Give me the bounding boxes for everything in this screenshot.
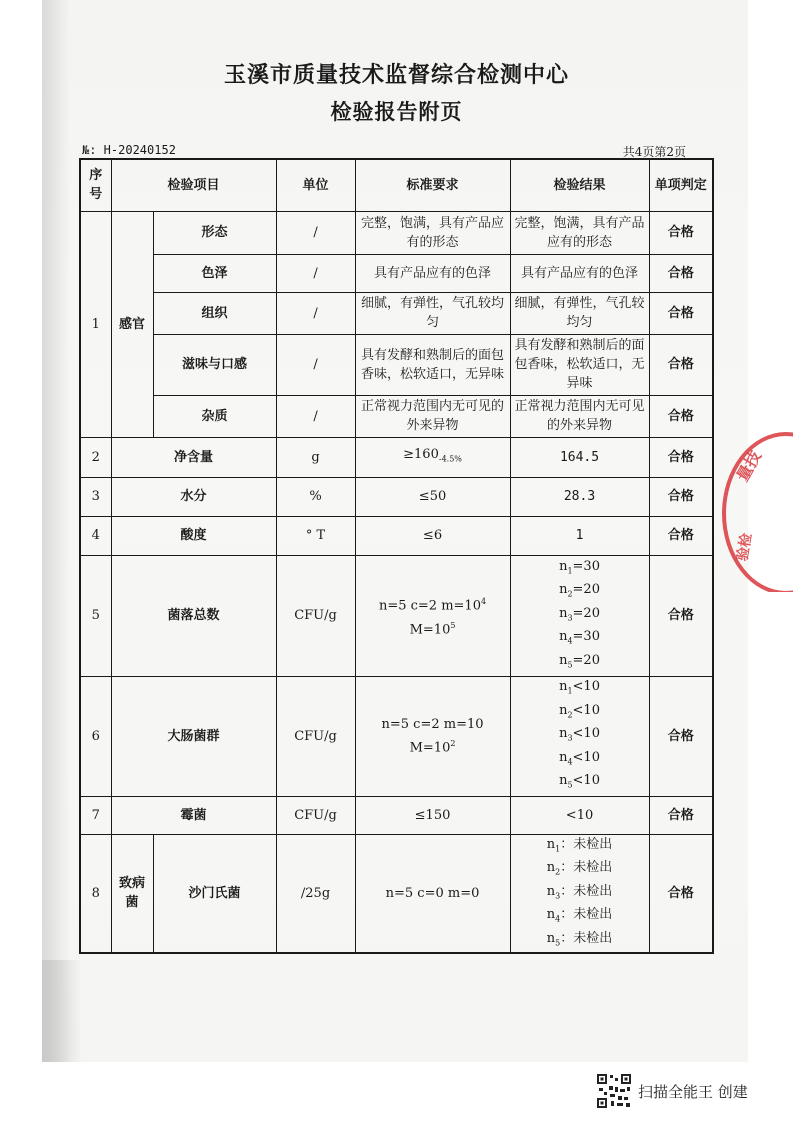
- result: 28.3: [510, 477, 649, 516]
- requirement: 正常视力范围内无可见的外来异物: [355, 395, 510, 437]
- item-name: 大肠菌群: [111, 676, 276, 796]
- result: 具有产品应有的色泽: [510, 254, 649, 292]
- qr-code-icon: [596, 1073, 632, 1109]
- result-line: $n_2<10$: [559, 702, 600, 720]
- row-number: 6: [80, 676, 111, 796]
- result-line: $n_2=20$: [559, 582, 600, 599]
- requirement-tolerance: -4.5%: [438, 454, 462, 464]
- item-name: 净含量: [111, 437, 276, 477]
- row-number: 5: [80, 555, 111, 676]
- item-name: 酸度: [111, 516, 276, 555]
- result-line: $n_5=20$: [559, 652, 600, 670]
- scanner-app-credit: 扫描全能王 创建: [638, 1082, 748, 1101]
- requirement: n=5 c=2 m=10 $M=10^2$: [355, 676, 510, 796]
- requirement: ≤50: [355, 477, 510, 516]
- requirement: n=5 c=0 m=0: [355, 834, 510, 953]
- result: 具有发酵和熟制后的面包香味，松软适口，无异味: [510, 334, 649, 395]
- unit: %: [276, 477, 355, 516]
- judgement: 合格: [649, 477, 713, 516]
- group-label: 感官: [111, 211, 153, 437]
- item-name: 杂质: [153, 395, 276, 437]
- row-number: 8: [80, 834, 111, 953]
- table-row: [80, 334, 713, 395]
- item-name: 形态: [153, 211, 276, 254]
- result-list: [510, 555, 649, 676]
- document-title: 玉溪市质量技术监督综合检测中心: [223, 63, 569, 88]
- inspection-table: [79, 158, 714, 954]
- group-label: 致病菌: [111, 834, 153, 953]
- result-line: $n_5<10$: [559, 773, 600, 790]
- table-row: [80, 796, 713, 834]
- row-number: 2: [80, 437, 111, 477]
- page-shadow: [42, 0, 70, 1062]
- col-header: 检验项目: [111, 159, 276, 211]
- row-number: 1: [80, 211, 111, 437]
- requirement: ≤150: [355, 796, 510, 834]
- col-header: 序号: [80, 159, 111, 211]
- unit: /25g: [276, 834, 355, 953]
- unit: /: [276, 334, 355, 395]
- table-row: [80, 211, 713, 254]
- result: 细腻，有弹性，气孔较均匀: [510, 292, 649, 334]
- row-number: 3: [80, 477, 111, 516]
- judgement: 合格: [649, 292, 713, 334]
- item-name: 组织: [153, 292, 276, 334]
- result-line: $n_1<10$: [559, 679, 600, 696]
- table-row: [80, 477, 713, 516]
- judgement: 合格: [649, 211, 713, 254]
- result-line: $n_3<10$: [559, 726, 600, 743]
- unit: /: [276, 254, 355, 292]
- col-header: 单项判定: [649, 159, 713, 211]
- result: 164.5: [510, 437, 649, 477]
- requirement: ≤6: [355, 516, 510, 555]
- judgement: 合格: [649, 676, 713, 796]
- table-row: [80, 254, 713, 292]
- judgement: 合格: [649, 796, 713, 834]
- unit: CFU/g: [276, 555, 355, 676]
- requirement: 具有产品应有的色泽: [355, 254, 510, 292]
- unit: ° T: [276, 516, 355, 555]
- result: 完整，饱满，具有产品应有的形态: [510, 211, 649, 254]
- result-line: $n_5$：未检出: [546, 930, 613, 948]
- item-name: 沙门氏菌: [153, 834, 276, 953]
- result-line: $n_4=30$: [559, 629, 600, 646]
- judgement: 合格: [649, 516, 713, 555]
- unit: /: [276, 292, 355, 334]
- requirement: 细腻，有弹性，气孔较均匀: [355, 292, 510, 334]
- requirement-main: ≥160: [403, 447, 439, 463]
- page-info: 共4页第2页: [622, 145, 686, 159]
- requirement: [355, 437, 510, 477]
- judgement: 合格: [649, 334, 713, 395]
- result-line: $n_2$：未检出: [546, 860, 613, 877]
- unit: CFU/g: [276, 676, 355, 796]
- judgement: 合格: [649, 555, 713, 676]
- table-row: [80, 516, 713, 555]
- judgement: 合格: [649, 395, 713, 437]
- judgement: 合格: [649, 834, 713, 953]
- report-number: №: H-20240152: [82, 143, 176, 157]
- requirement: 具有发酵和熟制后的面包香味，松软适口，无异味: [355, 334, 510, 395]
- item-name: 菌落总数: [111, 555, 276, 676]
- judgement: 合格: [649, 437, 713, 477]
- result-line: $n_3$：未检出: [546, 883, 613, 901]
- document-subtitle: 检验报告附页: [330, 100, 463, 124]
- col-header: 标准要求: [355, 159, 510, 211]
- table-row: [80, 834, 713, 953]
- item-name: 色泽: [153, 254, 276, 292]
- col-header: 检验结果: [510, 159, 649, 211]
- result-line: $n_3=20$: [559, 605, 600, 623]
- table-row: [80, 555, 713, 676]
- unit: CFU/g: [276, 796, 355, 834]
- requirement: 完整，饱满，具有产品应有的形态: [355, 211, 510, 254]
- unit: g: [276, 437, 355, 477]
- scanner-watermark: [596, 1073, 748, 1109]
- page-shadow: [42, 960, 82, 1062]
- unit: /: [276, 211, 355, 254]
- col-header: 单位: [276, 159, 355, 211]
- result-line: $n_4$：未检出: [546, 907, 613, 924]
- row-number: 7: [80, 796, 111, 834]
- seal-text: 量技: [732, 447, 766, 485]
- table-row: [80, 437, 713, 477]
- result-list: [510, 834, 649, 953]
- result-line: $n_1=30$: [559, 558, 600, 576]
- item-name: 滋味与口感: [153, 334, 276, 395]
- judgement: 合格: [649, 254, 713, 292]
- result-list: [510, 676, 649, 796]
- requirement: n=5 c=2 $m=10^4$ $M=10^5$: [355, 555, 510, 676]
- result: 1: [510, 516, 649, 555]
- result-line: $n_4<10$: [559, 749, 600, 767]
- result: <10: [510, 796, 649, 834]
- table-row: [80, 395, 713, 437]
- seal-text: 验检: [734, 531, 756, 563]
- item-name: 水分: [111, 477, 276, 516]
- table-row: [80, 676, 713, 796]
- table-row: [80, 292, 713, 334]
- result: 正常视力范围内无可见的外来异物: [510, 395, 649, 437]
- result-line: $n_1$：未检出: [546, 836, 613, 854]
- item-name: 霉菌: [111, 796, 276, 834]
- row-number: 4: [80, 516, 111, 555]
- table-header-row: [80, 159, 713, 211]
- unit: /: [276, 395, 355, 437]
